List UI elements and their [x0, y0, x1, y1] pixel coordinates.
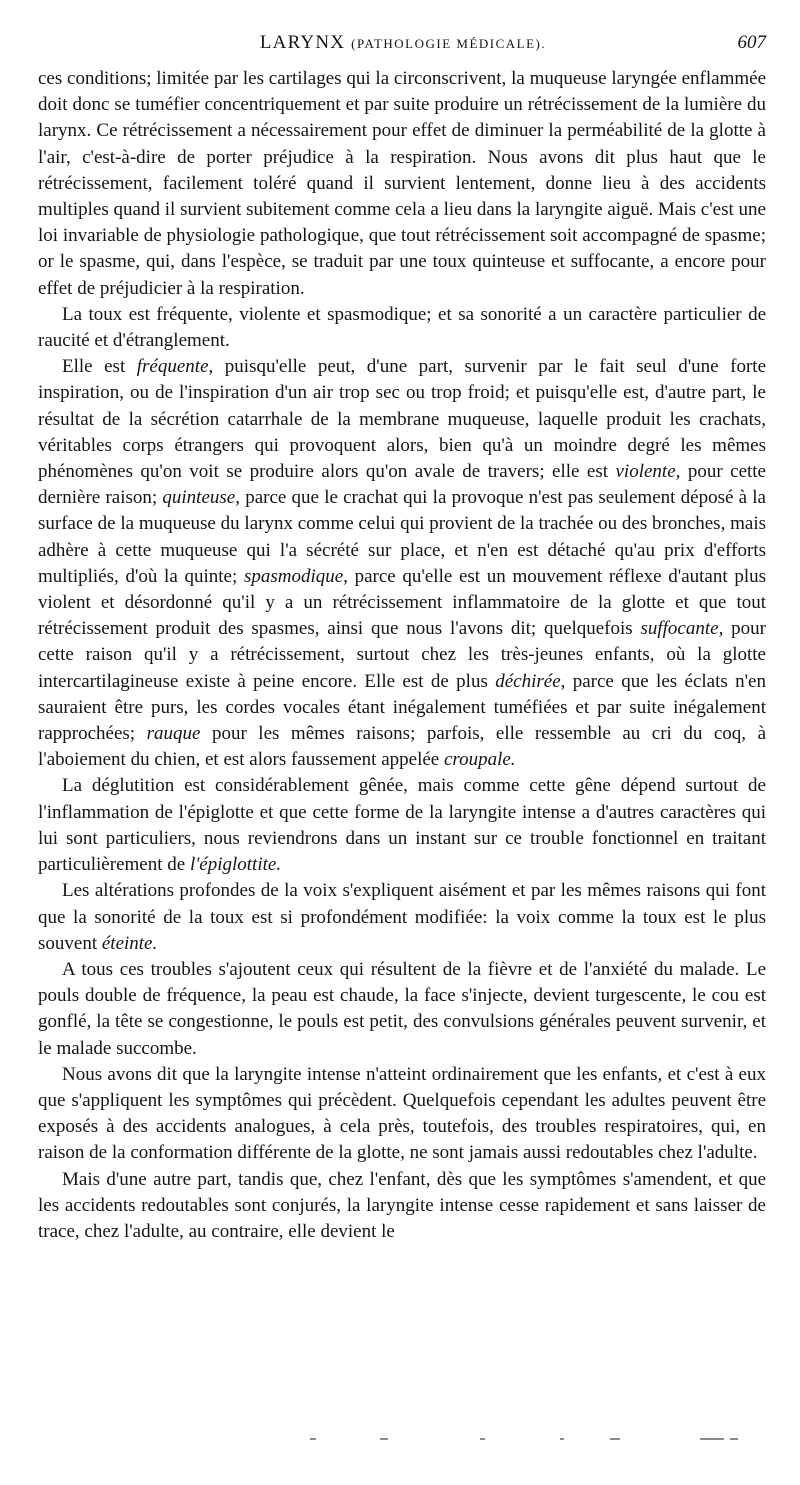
italic-term: éteinte. — [101, 932, 158, 954]
running-title-main: LARYNX — [259, 32, 346, 53]
paragraph — [38, 354, 766, 773]
paragraph — [38, 773, 766, 878]
italic-term: rauque — [146, 723, 201, 745]
text-run: parce que les éclats n'en sauraient être purs, les cordes vocales étant inégalement tuméfiées et par suite inégalement rapprochées; — [38, 670, 766, 745]
text-run: parce que le crachat qui la provoque n'est pas seulement déposé à la surface de la muqueuse du larynx comme celui qui provient de la trachée ou des bronches, mais adhère à cette muqueuse qui l'a sécrété sur place, et n'en est détaché qu'au prix d'efforts multipliés, d'où la quinte; — [38, 487, 766, 587]
text-run: pour cette dernière raison; — [38, 461, 766, 509]
running-title — [40, 32, 766, 54]
paragraph — [38, 1062, 766, 1167]
page-number: 607 — [737, 32, 766, 53]
italic-term: suffocante, — [640, 618, 724, 640]
italic-term: quinteuse, — [162, 487, 240, 509]
text-run: ces conditions; limitée par les cartilages qui la circonscrivent, la muqueuse laryngée enflammée doit donc se tuméfier concentriquement et par suite produire un rétrécissement de la lumière du larynx. Ce rétrécissement a nécessairement pour effet de diminuer la perméabilité de la glotte à l'air, c'est-à-dire de porter préjudice à la respiration. Nous avons dit plus haut que le rétrécissement, facilement toléré quand il survient lentement, donne lieu à des accidents multiples quand il survient subitement comme cela a lieu dans la laryngite aiguë. Mais c'est une loi invariable de physiologie pathologique, que tout rétrécissement soit accompagné de spasme; or le spasme, qui, dans l'espèce, se traduit par une toux quinteuse et suffocante, a encore pour effet de préjudicier à la respiration. — [38, 68, 766, 299]
italic-term: croupale. — [443, 749, 516, 771]
paragraph — [38, 66, 766, 302]
italic-term: l'épiglottite. — [189, 854, 282, 876]
text-run: La déglutition est considérablement gênée, mais comme cette gêne dépend surtout de l'inflammation de l'épiglotte et que cette forme de la laryngite intense a d'autres caractères qui lui sont particuliers, nous reviendrons dans un instant sur ce trouble fonctionnel en traitant particulièrement de — [38, 775, 766, 876]
paragraph — [38, 302, 766, 354]
text-run: Mais d'une autre part, tandis que, chez l'enfant, dès que les symptômes s'amendent, et que les accidents redoutables sont conjurés, la laryngite intense cesse rapidement et sans laisser de trace, chez l'adulte, au contraire, elle devient le — [38, 1168, 766, 1242]
text-run: La toux est fréquente, violente et spasmodique; et sa sonorité a un caractère particulier de raucité et d'étranglement. — [38, 303, 766, 352]
text-run: parce qu'elle est un mouvement réflexe d'autant plus violent et désordonné qu'il y a un rétrécissement inflammatoire de la glotte et que tout rétrécissement produit des spasmes, ainsi que nous l'avons dit; quelquefois — [38, 565, 766, 640]
text-run: Elle est — [62, 356, 137, 378]
paragraph — [38, 1167, 766, 1246]
print-speckles — [310, 1438, 750, 1448]
text-run: A tous ces troubles s'ajoutent ceux qui résultent de la fièvre et de l'anxiété du malade. Le pouls double de fréquence, la peau est chaude, la face s'injecte, devient turgescente, le cou est gonflé, la tête se congestionne, le pouls est petit, des convulsions générales peuvent survenir, et le malade succombe. — [38, 958, 766, 1059]
text-run: pour les mêmes raisons; parfois, elle ressemble au cri du coq, à l'aboiement du chien, et est alors faussement appelée — [38, 723, 767, 771]
paragraph — [38, 957, 766, 1062]
text-run: Nous avons dit que la laryngite intense n'atteint ordinairement que les enfants, et c'est à eux que s'appliquent les symptômes qui précèdent. Quelquefois cependant les adultes peuvent être exposés à des accidents analogues, à cela près, toutefois, des troubles respiratoires, qui, en raison de la conformation différente de la glotte, ne sont jamais aussi redoutables chez l'adulte. — [38, 1063, 766, 1164]
running-title-sub: (PATHOLOGIE MÉDICALE). — [351, 36, 547, 51]
italic-term: violente, — [615, 461, 681, 483]
body-text — [38, 66, 766, 1245]
running-header — [40, 32, 766, 56]
text-run: pour cette raison qu'il y a rétrécissement, surtout chez les très-jeunes enfants, où la glotte intercartilagineuse existe à peine encore. Elle est de plus — [38, 618, 766, 692]
italic-term: déchirée, — [495, 670, 566, 692]
italic-term: fréquente, — [136, 356, 214, 378]
text-run: puisqu'elle peut, d'une part, survenir par le fait seul d'une forte inspiration, ou de l'inspiration d'un air trop sec ou trop froid; et puisqu'elle est, d'autre part, le résultat de la sécrétion catarrhale de la membrane muqueuse, laquelle produit les crachats, véritables corps étrangers qui provoquent alors, bien qu'à un moindre degré les mêmes phénomènes qu'on voit se produire alors qu'on avale de travers; elle est — [38, 356, 766, 483]
text-run: Les altérations profondes de la voix s'expliquent aisément et par les mêmes raisons qui font que la sonorité de la toux est si profondément modifiée: la voix comme la toux est le plus souvent — [38, 880, 766, 954]
paragraph — [38, 878, 766, 957]
italic-term: spasmodique, — [243, 565, 348, 587]
